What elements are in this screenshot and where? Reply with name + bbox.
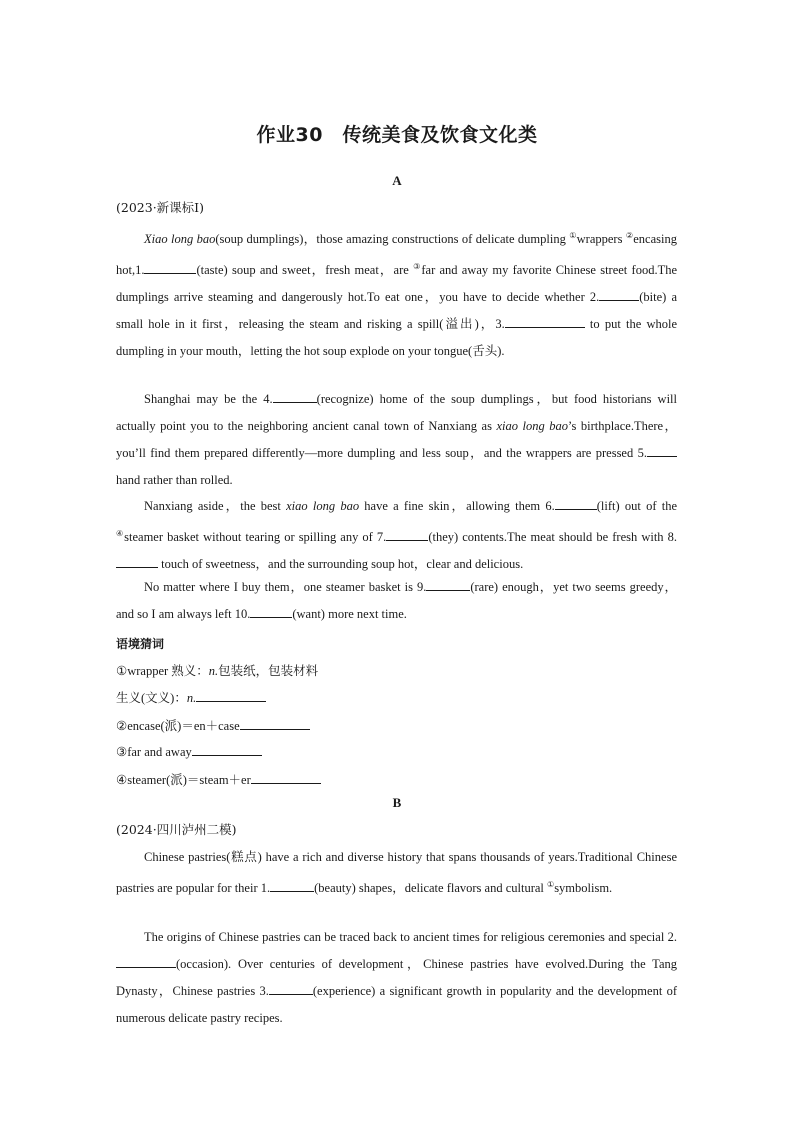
vocab-item-1: ①wrapper 熟义：n.包装纸，包装材料 [116, 664, 319, 678]
section-a-source: (2023·新课标Ⅰ) [116, 200, 204, 215]
section-b-source: (2024·四川泸州二模) [116, 822, 237, 837]
blank-a4[interactable] [273, 390, 317, 403]
blank-a8[interactable] [116, 555, 158, 568]
blank-a5[interactable] [647, 444, 677, 457]
note-marker-2: ② [625, 231, 634, 240]
note-marker-b1: ① [547, 880, 555, 889]
vocab-blank-4[interactable] [251, 771, 321, 784]
passage-b-paragraph-2: The origins of Chinese pastries can be traced back to ancient times for religious ceremonies and special 2.(occasion). Over centuries of development，Chinese pastries have evolved.During the Tang Dynasty，Chinese pastries 3. (experience) a significant growth in popularity and the development of numerous delicate pastry recipes. [116, 930, 677, 1025]
vocab-item-2: ②encase(派)＝en＋case [116, 716, 310, 734]
blank-b1[interactable] [270, 879, 314, 892]
blank-a6[interactable] [555, 497, 597, 510]
vocab-item-3: ③far and away [116, 743, 262, 760]
term-xiao-long-bao: Xiao long bao [144, 232, 216, 247]
blank-a9[interactable] [426, 578, 470, 591]
blank-a3[interactable] [505, 315, 585, 328]
passage-a-paragraph-3: Nanxiang aside，the best xiao long bao have a fine skin，allowing them 6. (lift) out of the ④steamer basket without tearing or spilling any of 7. (they) contents.The meat should be fresh with 8. touch of sweetness，and the surrounding soup hot，clear and delicious. [116, 499, 678, 572]
note-marker-1: ① [569, 231, 577, 240]
blank-a7[interactable] [386, 528, 428, 541]
vocab-item-4: ④steamer(派)＝steam＋er [116, 770, 321, 788]
blank-b3[interactable] [269, 982, 313, 995]
vocab-blank-3[interactable] [192, 743, 262, 756]
blank-a1[interactable] [144, 261, 196, 274]
blank-a2[interactable] [599, 288, 639, 301]
note-marker-4: ④ [116, 529, 125, 538]
blank-b2[interactable] [116, 955, 176, 968]
blank-a10[interactable] [250, 605, 292, 618]
page-title: 作业30 传统美食及饮食文化类 [256, 124, 538, 146]
section-b-label: B [392, 795, 402, 810]
vocab-heading: 语境猜词 [116, 637, 165, 651]
passage-a-paragraph-4: No matter where I buy them，one steamer basket is 9. (rare) enough，yet two seems greedy，and so I am always left 10. (want) more next time. [116, 580, 677, 621]
vocab-blank-1[interactable] [196, 689, 266, 702]
section-a-label: A [392, 173, 402, 188]
passage-a-paragraph-1: Xiao long bao(soup dumplings)，those amazing constructions of delicate dumpling ①wrappers ②encasing hot,1. (taste) soup and sweet，fresh meat，are ③far and away my favorite Chinese street food.The dumplings arrive steaming and dangerously hot.To eat one，you have to decide whether 2. (bite) a small hole in it first，releasing the steam and risking a spill(溢出)，3. to put the whole dumpling in your mouth，letting the hot soup explode on your tongue(舌头). [116, 231, 677, 359]
passage-b-paragraph-1: Chinese pastries(糕点) have a rich and diverse history that spans thousands of years.Traditional Chinese pastries are popular for their 1. (beauty) shapes，delicate flavors and cultural ①symbolism. [116, 850, 677, 896]
passage-a-paragraph-2: Shanghai may be the 4. (recognize) home of the soup dumplings，but food historians will actually point you to the neighboring ancient canal town of Nanxiang as xiao long bao’s birthplace.There，you’ll find them prepared differently—more dumpling and less soup，and the wrappers are pressed 5.hand rather than rolled. [116, 392, 677, 487]
note-marker-3: ③ [413, 262, 422, 272]
vocab-blank-2[interactable] [240, 717, 310, 730]
vocab-item-1-context: 生义(文义)：n. [116, 688, 266, 706]
